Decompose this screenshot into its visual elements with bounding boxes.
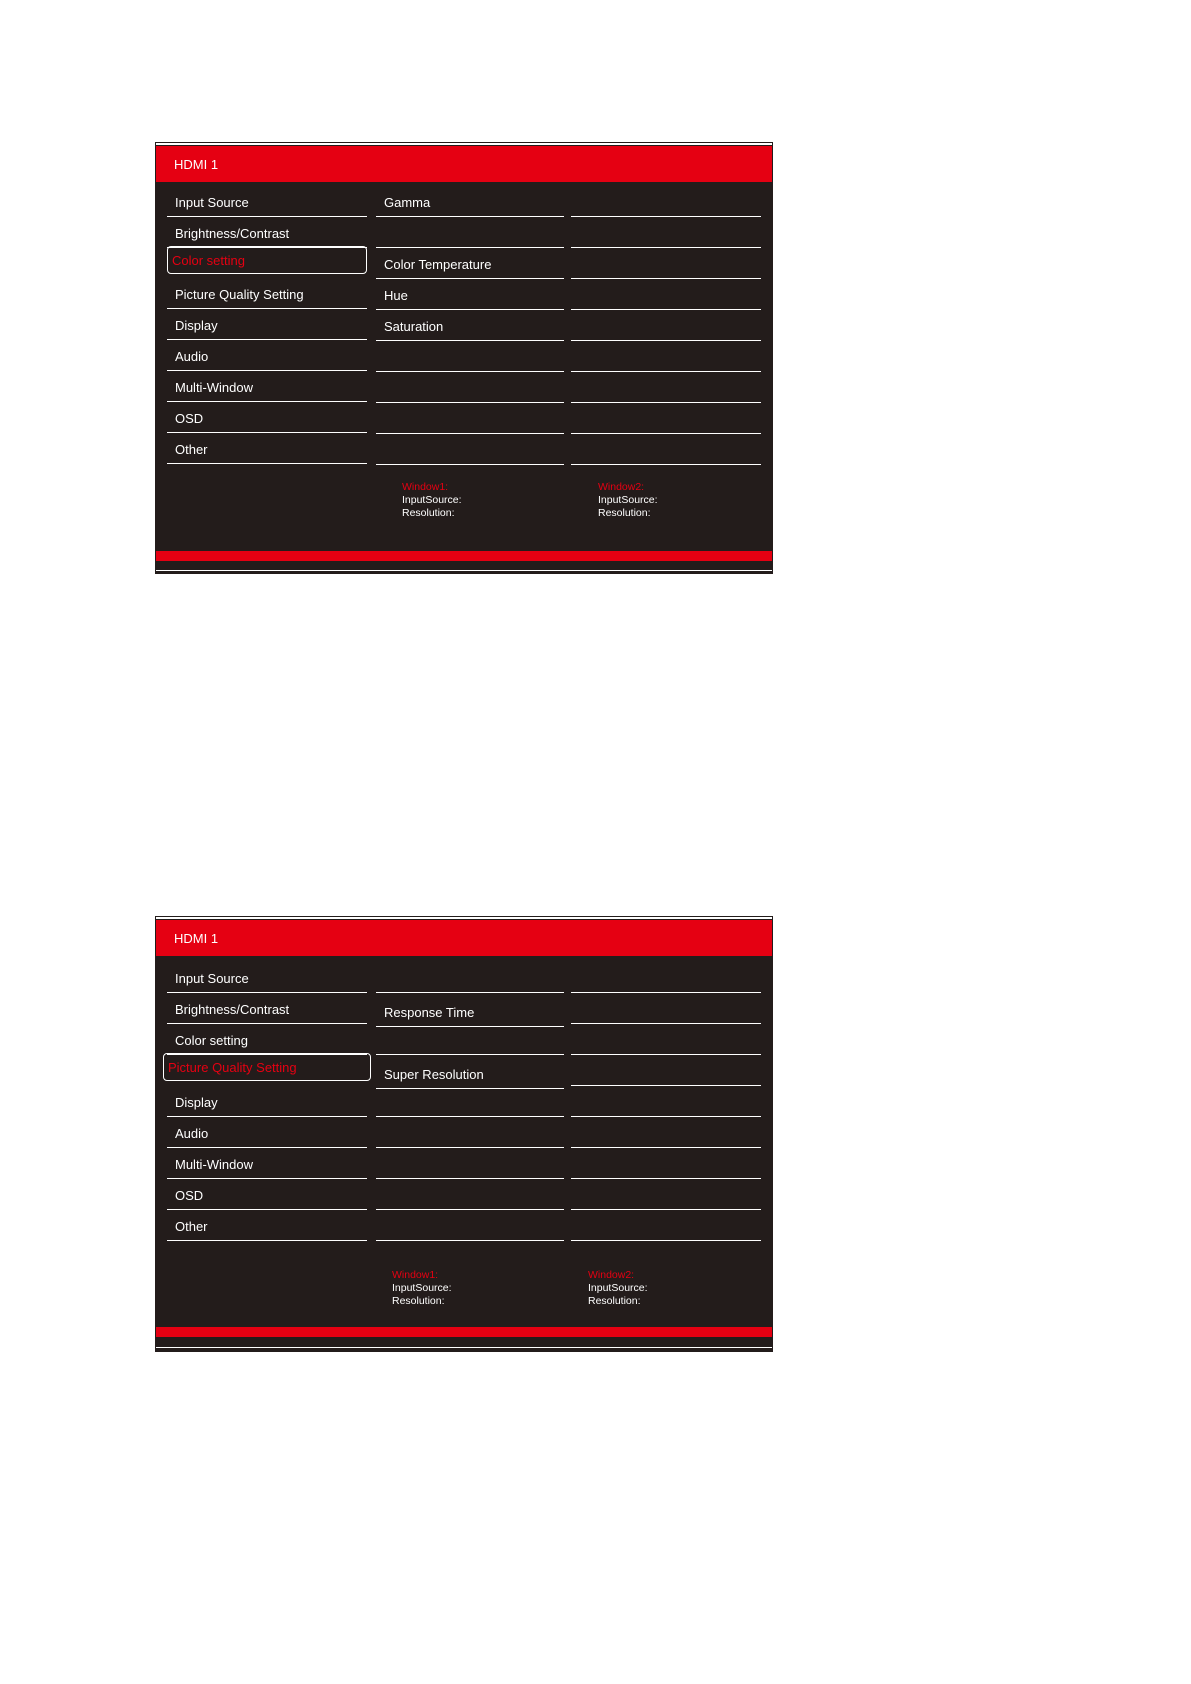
bottom-border (156, 570, 772, 571)
window2-resolution: Resolution: (588, 1295, 641, 1307)
menu-item-other[interactable]: Other (167, 1213, 367, 1241)
submenu-item-saturation[interactable]: Saturation (376, 313, 564, 341)
window1-resolution: Resolution: (402, 507, 455, 519)
value-row (571, 251, 761, 279)
window2-info (588, 1269, 648, 1308)
value-row (571, 406, 761, 434)
window2-header: Window2: (588, 1269, 635, 1281)
input-title: HDMI 1 (174, 156, 219, 172)
value-row (571, 437, 761, 465)
top-border (156, 143, 772, 145)
submenu-row-empty (376, 1182, 564, 1210)
value-row (571, 282, 761, 310)
menu-item-picture-quality-setting[interactable]: Picture Quality Setting (167, 281, 367, 309)
window2-input-source: InputSource: (598, 494, 658, 506)
submenu-item-response-time[interactable]: Response Time (376, 999, 564, 1027)
bottom-border (156, 1347, 772, 1348)
submenu-row-empty (376, 1213, 564, 1241)
value-row (571, 375, 761, 403)
window1-input-source: InputSource: (402, 494, 462, 506)
bottom-red-strip (156, 1327, 772, 1337)
menu-item-osd[interactable]: OSD (167, 1182, 367, 1210)
menu-item-color-setting[interactable]: Color setting (167, 1027, 367, 1055)
window2-header: Window2: (598, 481, 645, 493)
menu-item-brightness-contrast[interactable]: Brightness/Contrast (167, 996, 367, 1024)
window1-info (392, 1269, 452, 1308)
window1-info (402, 481, 462, 520)
value-row (571, 1151, 761, 1179)
value-row (571, 1182, 761, 1210)
submenu-row-empty (376, 1151, 564, 1179)
menu-item-display[interactable]: Display (167, 1089, 367, 1117)
osd-menu-picture-quality (155, 916, 773, 1352)
menu-item-multi-window[interactable]: Multi-Window (167, 1151, 367, 1179)
submenu-item-hue[interactable]: Hue (376, 282, 564, 310)
menu-item-picture-quality-setting[interactable]: Picture Quality Setting (163, 1053, 371, 1081)
osd-menu-color-setting (155, 142, 773, 574)
menu-item-display[interactable]: Display (167, 312, 367, 340)
window1-header: Window1: (402, 481, 449, 493)
submenu-row-empty (376, 965, 564, 993)
value-row (571, 1120, 761, 1148)
menu-item-osd[interactable]: OSD (167, 405, 367, 433)
value-row (571, 1058, 761, 1086)
submenu-row-empty (376, 375, 564, 403)
submenu-item-gamma[interactable]: Gamma (376, 189, 564, 217)
menu-item-other[interactable]: Other (167, 436, 367, 464)
input-title-bar (156, 920, 772, 956)
value-row (571, 1089, 761, 1117)
bottom-bar (156, 1337, 772, 1345)
window2-resolution: Resolution: (598, 507, 651, 519)
value-row (571, 344, 761, 372)
submenu-row-empty (376, 1120, 564, 1148)
value-row (571, 1027, 761, 1055)
submenu-row-empty (376, 220, 564, 248)
menu-item-brightness-contrast[interactable]: Brightness/Contrast (167, 220, 367, 248)
window2-info (598, 481, 658, 520)
value-row (571, 965, 761, 993)
value-row (571, 1213, 761, 1241)
menu-item-color-setting[interactable]: Color setting (167, 246, 367, 274)
value-row (571, 313, 761, 341)
window1-input-source: InputSource: (392, 1282, 452, 1294)
window2-input-source: InputSource: (588, 1282, 648, 1294)
value-row (571, 220, 761, 248)
value-row (571, 189, 761, 217)
submenu-item-color-temperature[interactable]: Color Temperature (376, 251, 564, 279)
submenu-row-empty (376, 344, 564, 372)
input-title-bar (156, 146, 772, 182)
window1-resolution: Resolution: (392, 1295, 445, 1307)
window1-header: Window1: (392, 1269, 439, 1281)
menu-item-input-source[interactable]: Input Source (167, 189, 367, 217)
submenu-row-empty (376, 1027, 564, 1055)
input-title: HDMI 1 (174, 930, 219, 946)
top-border (156, 917, 772, 919)
value-row (571, 996, 761, 1024)
bottom-bar (156, 561, 772, 569)
submenu-row-empty (376, 437, 564, 465)
bottom-red-strip (156, 551, 772, 561)
menu-item-multi-window[interactable]: Multi-Window (167, 374, 367, 402)
menu-item-audio[interactable]: Audio (167, 343, 367, 371)
submenu-row-empty (376, 1089, 564, 1117)
menu-item-audio[interactable]: Audio (167, 1120, 367, 1148)
submenu-item-super-resolution[interactable]: Super Resolution (376, 1061, 564, 1089)
menu-item-input-source[interactable]: Input Source (167, 965, 367, 993)
submenu-row-empty (376, 406, 564, 434)
